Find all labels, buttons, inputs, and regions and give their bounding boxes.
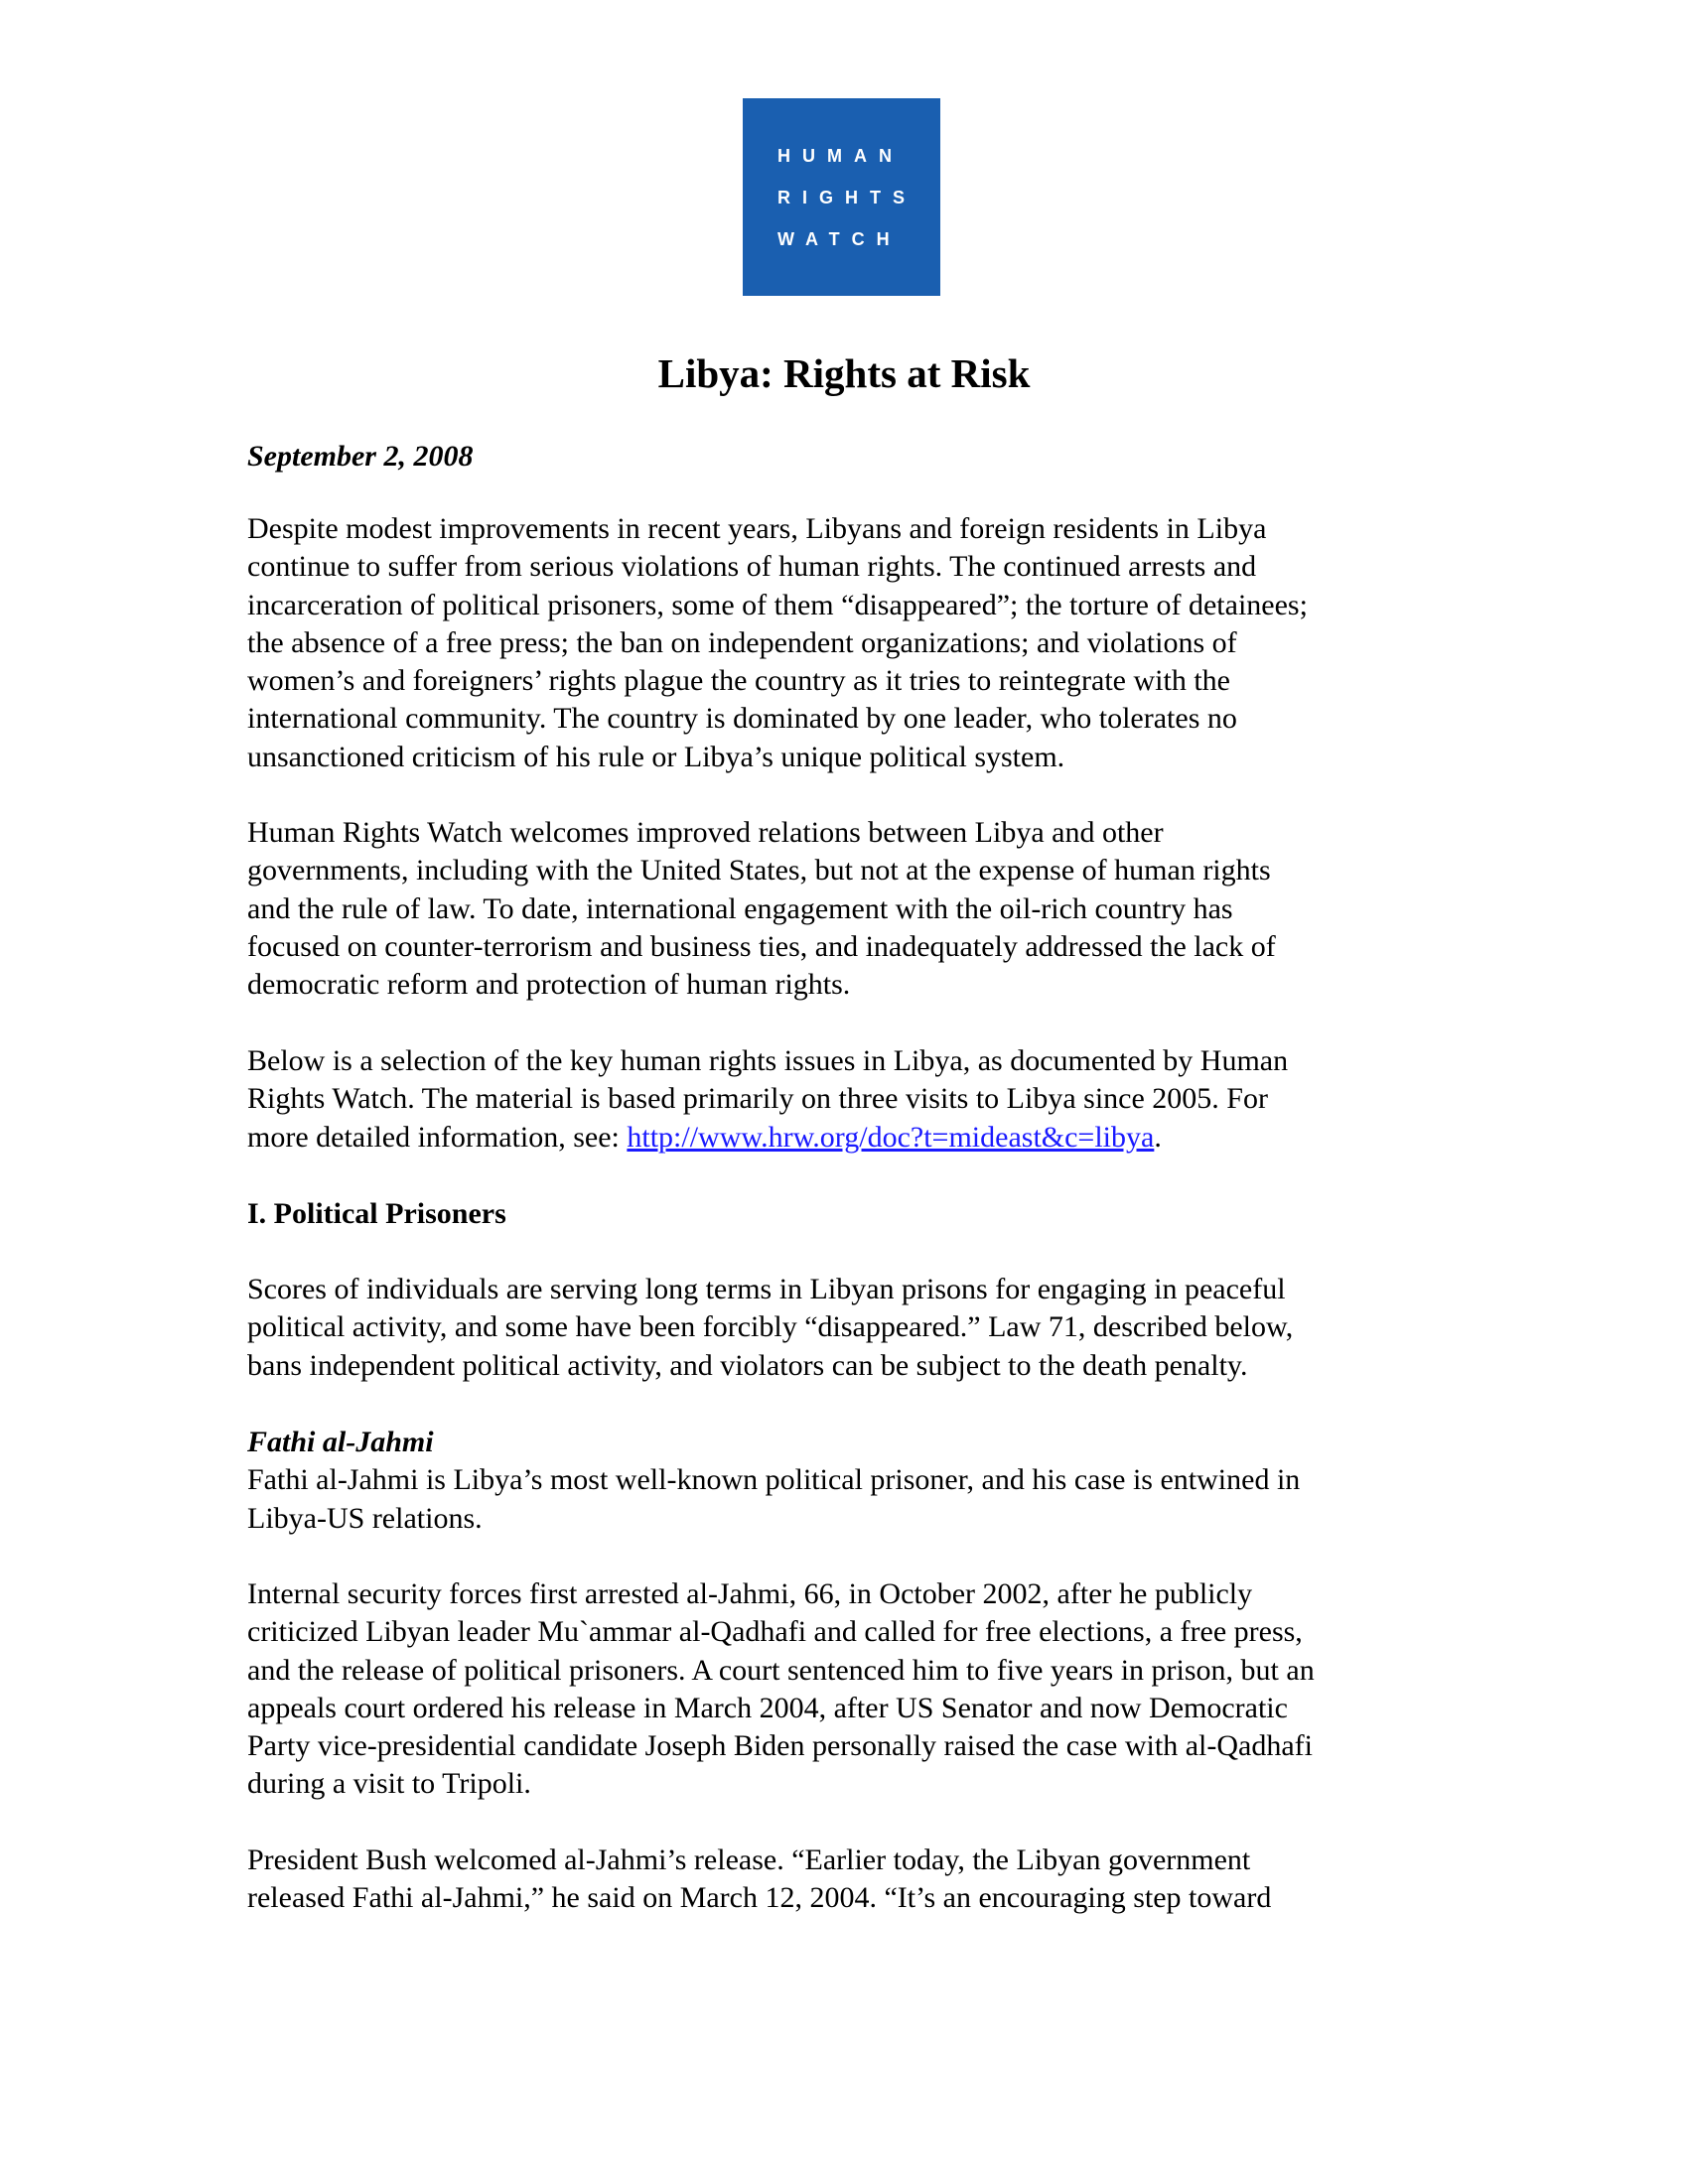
text-line: political activity, and some have been forcibly “disappeared.” Law 71, described below, [247,1310,1294,1344]
text-line: bans independent political activity, and violators can be subject to the death penalty. [247,1348,1248,1382]
subheading: Fathi al-Jahmi [247,1426,434,1458]
text-line: Fathi al-Jahmi is Libya’s most well-known political prisoner, and his case is entwined in [247,1463,1301,1497]
text-line: and the release of political prisoners. A court sentenced him to five years in prison, but an [247,1653,1315,1687]
text-line: Rights Watch. The material is based primarily on three visits to Libya since 2005. For [247,1082,1268,1116]
paragraph-fathi-intro [247,1424,1538,1538]
text-line: governments, including with the United States, but not at the expense of human rights [247,854,1271,887]
text-line: Libya-US relations. [247,1501,483,1535]
paragraph-bush [247,1842,1538,1918]
logo-line: WATCH [777,228,902,249]
text-fragment: more detailed information, see: [247,1120,628,1154]
document-title: Libya: Rights at Risk [657,350,1031,396]
text-line: Internal security forces first arrested al-Jahmi, 66, in October 2002, after he publicly [247,1577,1253,1610]
text-line: international community. The country is dominated by one leader, who tolerates no [247,702,1237,736]
text-line: Party vice-presidential candidate Joseph Biden personally raised the case with al-Qadhafi [247,1729,1313,1763]
text-line: democratic reform and protection of human rights. [247,968,851,1002]
section-heading: I. Political Prisoners [247,1197,506,1230]
paragraph-intro [247,510,1538,776]
logo-line: RIGHTS [777,187,917,207]
text-line: Despite modest improvements in recent years, Libyans and foreign residents in Libya [247,512,1267,545]
hrw-logo [743,98,940,296]
text-line: the absence of a free press; the ban on independent organizations; and violations of [247,625,1237,659]
text-line: during a visit to Tripoli. [247,1767,531,1801]
text-line: Human Rights Watch welcomes improved relations between Libya and other [247,816,1164,849]
paragraph-arrest [247,1575,1538,1804]
text-line: Scores of individuals are serving long terms in Libyan prisons for engaging in peaceful [247,1273,1286,1305]
text-line: unsanctioned criticism of his rule or Libya’s unique political system. [247,740,1065,773]
text-line: continue to suffer from serious violations of human rights. The continued arrests and [247,550,1257,584]
text-line: incarceration of political prisoners, some of them “disappeared”; the torture of detainees; [247,588,1308,621]
text-line: focused on counter-terrorism and business ties, and inadequately addressed the lack of [247,929,1276,963]
text-fragment: . [1154,1120,1162,1154]
text-line: and the rule of law. To date, international engagement with the oil-rich country has [247,891,1233,925]
text-line: women’s and foreigners’ rights plague the country as it tries to reintegrate with the [247,664,1230,698]
paragraph-selection [247,1042,1538,1157]
text-line: released Fathi al-Jahmi,” he said on March 12, 2004. “It’s an encouraging step toward [247,1881,1272,1915]
text-line [247,1119,1538,1157]
text-line: criticized Libyan leader Mu`ammar al-Qadhafi and called for free elections, a free press, [247,1615,1303,1649]
text-line: appeals court ordered his release in March 2004, after US Senator and now Democratic [247,1691,1288,1724]
paragraph-relations [247,814,1538,1004]
paragraph-political-prisoners [247,1271,1538,1385]
text-line: Below is a selection of the key human rights issues in Libya, as documented by Human [247,1044,1289,1077]
hrw-libya-link[interactable]: http://www.hrw.org/doc?t=mideast&c=libya [627,1120,1155,1154]
text-line: President Bush welcomed al-Jahmi’s release. “Earlier today, the Libyan government [247,1843,1251,1876]
document-date: September 2, 2008 [247,440,474,473]
logo-line: HUMAN [777,145,904,166]
